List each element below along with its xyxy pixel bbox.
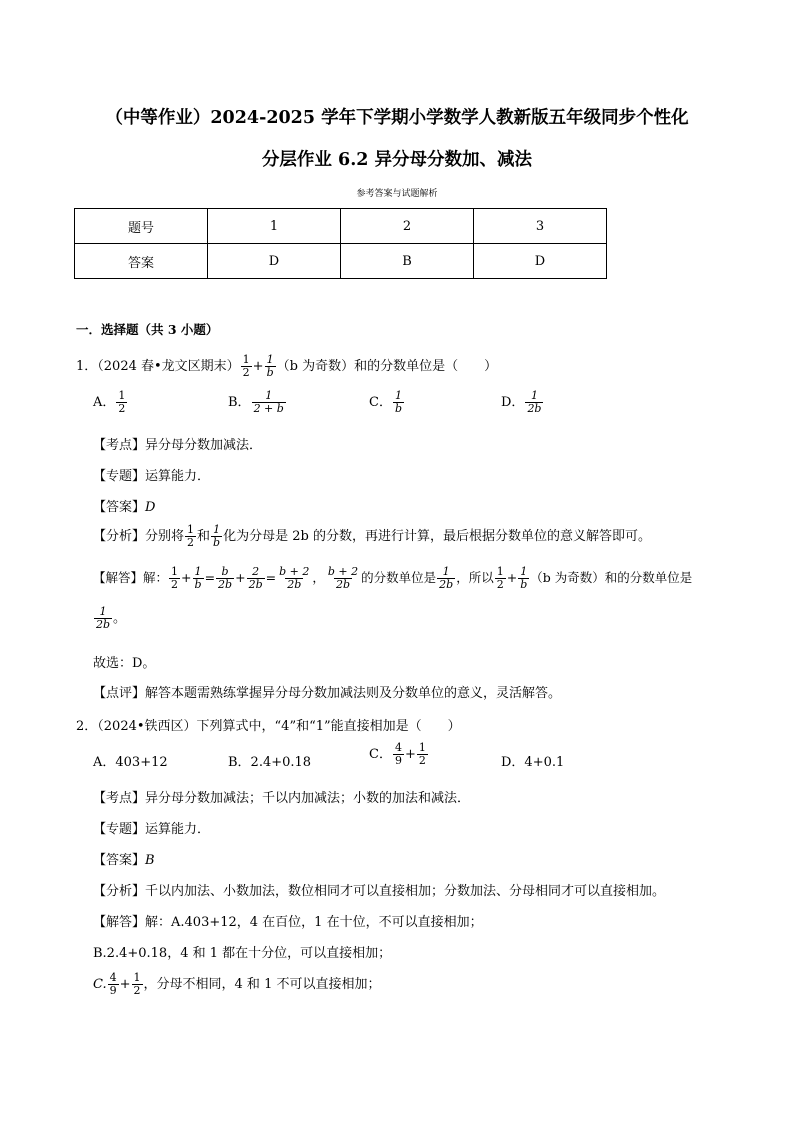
table-cell: 答案 — [75, 244, 208, 279]
q2-answer: 【答案】B — [93, 853, 155, 868]
q1-kaodian: 【考点】异分母分数加减法． — [93, 438, 263, 453]
q2-fenxi: 【分析】千以内加法、小数加法，数位相同才可以直接相加；分数加法、分母相同才可以直接相加。 — [93, 884, 666, 899]
option-a: A．403+12 — [93, 755, 168, 770]
question-1-prefix: 1．（2024 春•龙文区期末） — [76, 359, 240, 375]
question-1-stem: 1．（2024 春•龙文区期末） $\frac{1}{2}$ + $\frac{1}{b}$ （b 为奇数）和的分数单位是（ ） — [76, 353, 498, 380]
option-d: D．4+0.1 — [501, 755, 565, 770]
q1-zhuanti: 【专题】运算能力． — [93, 469, 211, 484]
q1-jieda: 【解答】解： $\frac{1}{2}$ + $\frac{1}{b}$ = $\frac{b}{2b}$ + $\frac{2}{2b}$ = $\frac{b + 2}{2b}$ ， $\frac{b + 2}{2b}$ 的分数单位是 $\frac{1}{2b}$ ，所以 $\frac{1}{2}$ + $\frac{1}{b}$ （b 为奇数）和的分数单位是 — [93, 565, 693, 592]
table-cell: D — [208, 244, 341, 279]
document-title-line2: 分层作业 6.2 异分母分数加、减法 — [261, 150, 533, 170]
table-row — [75, 244, 607, 279]
option-c: C． $\frac{4}{9}$ + $\frac{1}{2}$ — [369, 741, 426, 768]
question-2-stem: 2．（2024•铁西区）下列算式中，“4”和“1”能直接相加是（ ） — [76, 719, 461, 734]
q1-answer: 【答案】D — [93, 500, 156, 515]
q2-kaodian: 【考点】异分母分数加减法；千以内加减法；小数的加法和减法． — [93, 791, 471, 806]
section-heading: 一．选择题（共 3 小题） — [76, 322, 219, 337]
table-cell: 2 — [341, 209, 474, 244]
option-a: A． $\frac{1}{2}$ — [93, 389, 126, 416]
table-cell: 1 — [208, 209, 341, 244]
table-cell: 3 — [474, 209, 607, 244]
fraction: $\frac{1}{2}$ — [242, 353, 250, 380]
fraction: $\frac{1}{b}$ — [266, 353, 274, 380]
document-subtitle: 参考答案与试题解析 — [356, 189, 438, 199]
q2-jieda-c: C. $\frac{4}{9}$ + $\frac{1}{2}$ ，分母不相同，4 和 1 不可以直接相加； — [93, 971, 381, 998]
option-b: B．2.4+0.18 — [228, 755, 312, 770]
table-cell: 题号 — [75, 209, 208, 244]
q1-jieda-cont: $\frac{1}{2b}$ 。 — [96, 605, 127, 632]
table-row — [75, 209, 607, 244]
q1-dianping: 【点评】解答本题需熟练掌握异分母分数加减法则及分数单位的意义，灵活解答。 — [93, 686, 562, 701]
q2-zhuanti: 【专题】运算能力． — [93, 822, 211, 837]
option-b: B． $\frac{1}{2 + b}$ — [228, 389, 284, 416]
q2-jieda-b: B.2.4+0.18，4 和 1 都在十分位，可以直接相加； — [93, 946, 392, 961]
answer-table — [74, 208, 607, 279]
option-c: C． $\frac{1}{b}$ — [369, 389, 402, 416]
q1-fenxi: 【分析】分别将 $\frac{1}{2}$ 和 $\frac{1}{b}$ 化为分母是 2b 的分数，再进行计算，最后根据分数单位的意义解答即可。 — [93, 523, 651, 550]
table-cell: D — [474, 244, 607, 279]
table-cell: B — [341, 244, 474, 279]
question-1-suffix: （b 为奇数）和的分数单位是（ ） — [276, 359, 498, 375]
q1-guxuan: 故选：D。 — [93, 656, 156, 671]
q2-jieda: 【解答】解：A.403+12，4 在百位，1 在十位，不可以直接相加； — [93, 915, 483, 930]
document-title-line1: （中等作业）2024-2025 学年下学期小学数学人教新版五年级同步个性化 — [105, 108, 689, 128]
option-d: D． $\frac{1}{2b}$ — [501, 389, 542, 416]
